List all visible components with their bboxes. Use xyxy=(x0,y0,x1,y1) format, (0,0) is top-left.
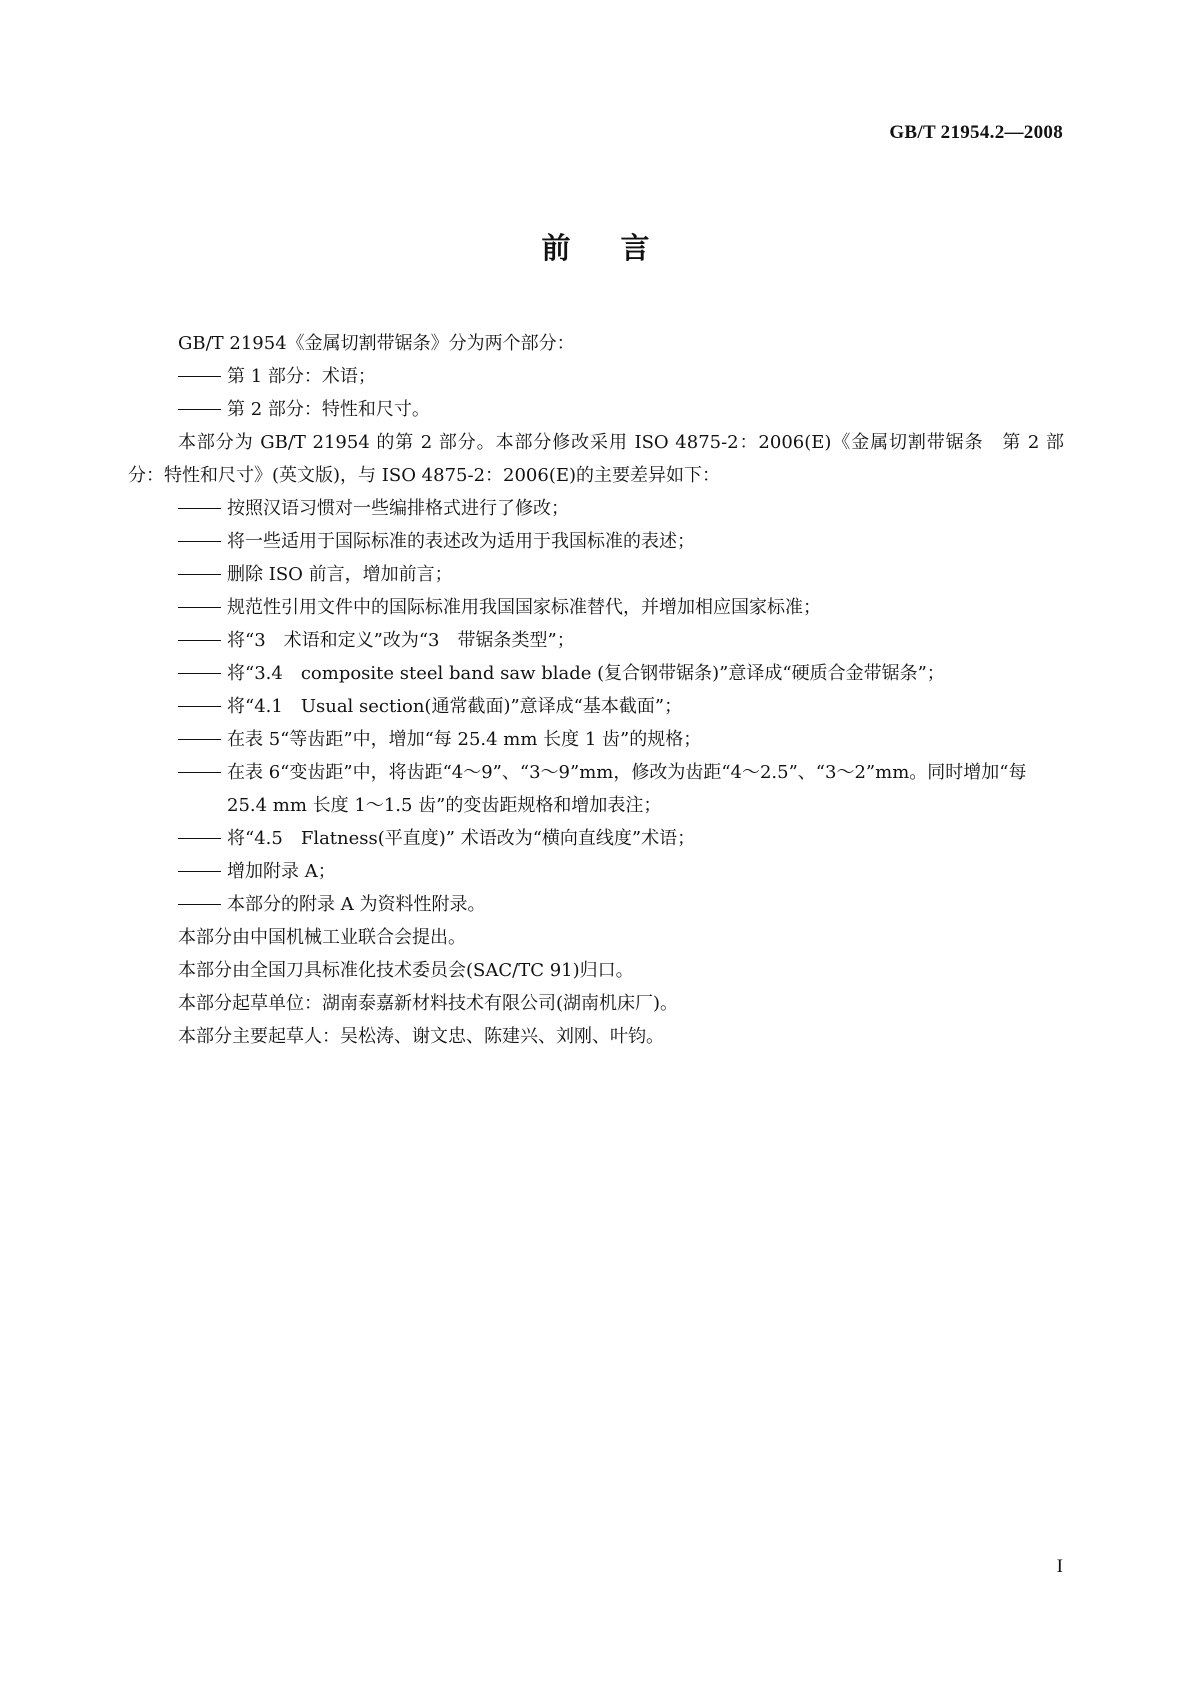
list-item-text: 在表 6“变齿距”中，将齿距“4～9”、“3～9”mm，修改为齿距“4～2.5”、“3～2”mm。同时增加“每 25.4 mm 长度 1～1.5 齿”的变齿距规格和增加表注； xyxy=(227,762,1027,816)
list-item-text: 将“3.4 composite steel band saw blade (复合钢带锯条)”意译成“硬质合金带锯条”； xyxy=(227,663,945,684)
list-item-text: 将“4.5 Flatness(平直度)” 术语改为“横向直线度”术语； xyxy=(227,828,696,849)
list-item-part-2 xyxy=(128,393,1064,426)
list-item-text: 将一些适用于国际标准的表述改为适用于我国标准的表述； xyxy=(227,531,695,552)
list-item-diff xyxy=(128,525,1064,558)
paragraph-adoption: 本部分为 GB/T 21954 的第 2 部分。本部分修改采用 ISO 4875-2：2006(E)《金属切割带锯条 第 2 部分：特性和尺寸》(英文版)，与 ISO 4875-2：2006(E)的主要差异如下： xyxy=(128,432,1064,486)
list-item-diff xyxy=(128,723,1064,756)
em-dash xyxy=(178,904,221,905)
em-dash xyxy=(178,607,221,608)
list-item-text: 在表 5“等齿距”中，增加“每 25.4 mm 长度 1 齿”的规格； xyxy=(227,729,702,750)
list-item-diff xyxy=(128,558,1064,591)
paragraph-drafters: 本部分主要起草人：吴松涛、谢文忠、陈建兴、刘刚、叶钧。 xyxy=(178,1026,664,1047)
list-item-text: 将“4.1 Usual section(通常截面)”意译成“基本截面”； xyxy=(227,696,683,717)
list-item-part-1 xyxy=(128,360,1064,393)
em-dash xyxy=(178,739,221,740)
foreword-body xyxy=(128,327,1064,1053)
list-item-diff xyxy=(128,855,1064,888)
em-dash xyxy=(178,376,221,377)
list-item-diff xyxy=(128,624,1064,657)
em-dash xyxy=(178,640,221,641)
list-item-text: 第 2 部分：特性和尺寸。 xyxy=(227,399,430,420)
list-item-text: 第 1 部分：术语； xyxy=(227,366,376,387)
list-item-diff xyxy=(128,657,1064,690)
list-item-diff xyxy=(128,690,1064,723)
em-dash xyxy=(178,838,221,839)
list-item-text: 规范性引用文件中的国际标准用我国国家标准替代，并增加相应国家标准； xyxy=(227,597,821,618)
paragraph-proposer: 本部分由中国机械工业联合会提出。 xyxy=(178,927,466,948)
list-item-diff xyxy=(128,822,1064,855)
em-dash xyxy=(178,706,221,707)
list-item-diff xyxy=(128,591,1064,624)
em-dash xyxy=(178,673,221,674)
list-item-diff xyxy=(128,756,1064,822)
em-dash xyxy=(178,772,221,773)
page-number: I xyxy=(1056,1556,1063,1577)
list-item-text: 本部分的附录 A 为资料性附录。 xyxy=(227,894,486,915)
em-dash xyxy=(178,508,221,509)
em-dash xyxy=(178,871,221,872)
list-item-diff xyxy=(128,888,1064,921)
standard-code: GB/T 21954.2—2008 xyxy=(889,122,1063,143)
em-dash xyxy=(178,541,221,542)
list-item-text: 将“3 术语和定义”改为“3 带锯条类型”； xyxy=(227,630,575,651)
list-item-text: 增加附录 A； xyxy=(227,861,336,882)
em-dash xyxy=(178,574,221,575)
list-item-text: 按照汉语习惯对一些编排格式进行了修改； xyxy=(227,498,569,519)
list-item-text: 删除 ISO 前言，增加前言； xyxy=(227,564,453,585)
list-item-diff xyxy=(128,492,1064,525)
page-title: 前言 xyxy=(541,231,700,265)
em-dash xyxy=(178,409,221,410)
paragraph-parts-intro: GB/T 21954《金属切割带锯条》分为两个部分： xyxy=(178,333,575,354)
paragraph-committee: 本部分由全国刀具标准化技术委员会(SAC/TC 91)归口。 xyxy=(178,960,634,981)
paragraph-drafting-unit: 本部分起草单位：湖南泰嘉新材料技术有限公司(湖南机床厂)。 xyxy=(178,993,679,1014)
